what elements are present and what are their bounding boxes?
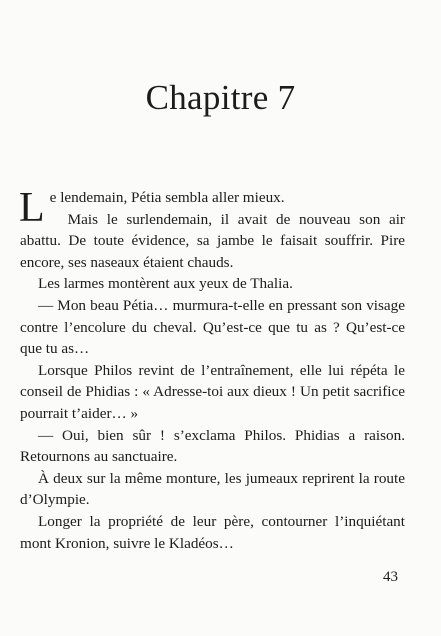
paragraph-8: Longer la propriété de leur père, contourner l’inquiétant mont Kronion, suivre le Kladéos… <box>20 512 405 552</box>
chapter-title: Chapitre 7 <box>145 78 296 117</box>
paragraph-4: — Mon beau Pétia… murmura-t-elle en pressant son visage contre l’encolure du cheval. Qu’est-ce que tu as ? Qu’est-ce que tu as… <box>20 296 405 358</box>
chapter-text <box>20 187 405 554</box>
paragraph-6: — Oui, bien sûr ! s’exclama Philos. Phidias a raison. Retournons au sanctuaire. <box>20 426 405 466</box>
paragraph-1-text: e lendemain, Pétia sembla aller mieux. <box>49 189 285 206</box>
paragraph-1 <box>19 185 405 231</box>
drop-cap: L <box>19 185 45 231</box>
paragraph-2: Mais le surlendemain, il avait de nouveau son air abattu. De toute évidence, sa jambe le faisait souffrir. Pire encore, ses naseaux étaient chauds. <box>20 210 405 271</box>
paragraph-5: Lorsque Philos revint de l’entraînement, elle lui répéta le conseil de Phidias : « Adresse-toi aux dieux ! Un petit sacrifice pourrait t’aider… » <box>20 361 405 422</box>
paragraph-7: À deux sur la même monture, les jumeaux reprirent la route d’Olympie. <box>20 469 405 509</box>
page-number: 43 <box>383 569 398 585</box>
paragraph-3: Les larmes montèrent aux yeux de Thalia. <box>38 275 293 293</box>
